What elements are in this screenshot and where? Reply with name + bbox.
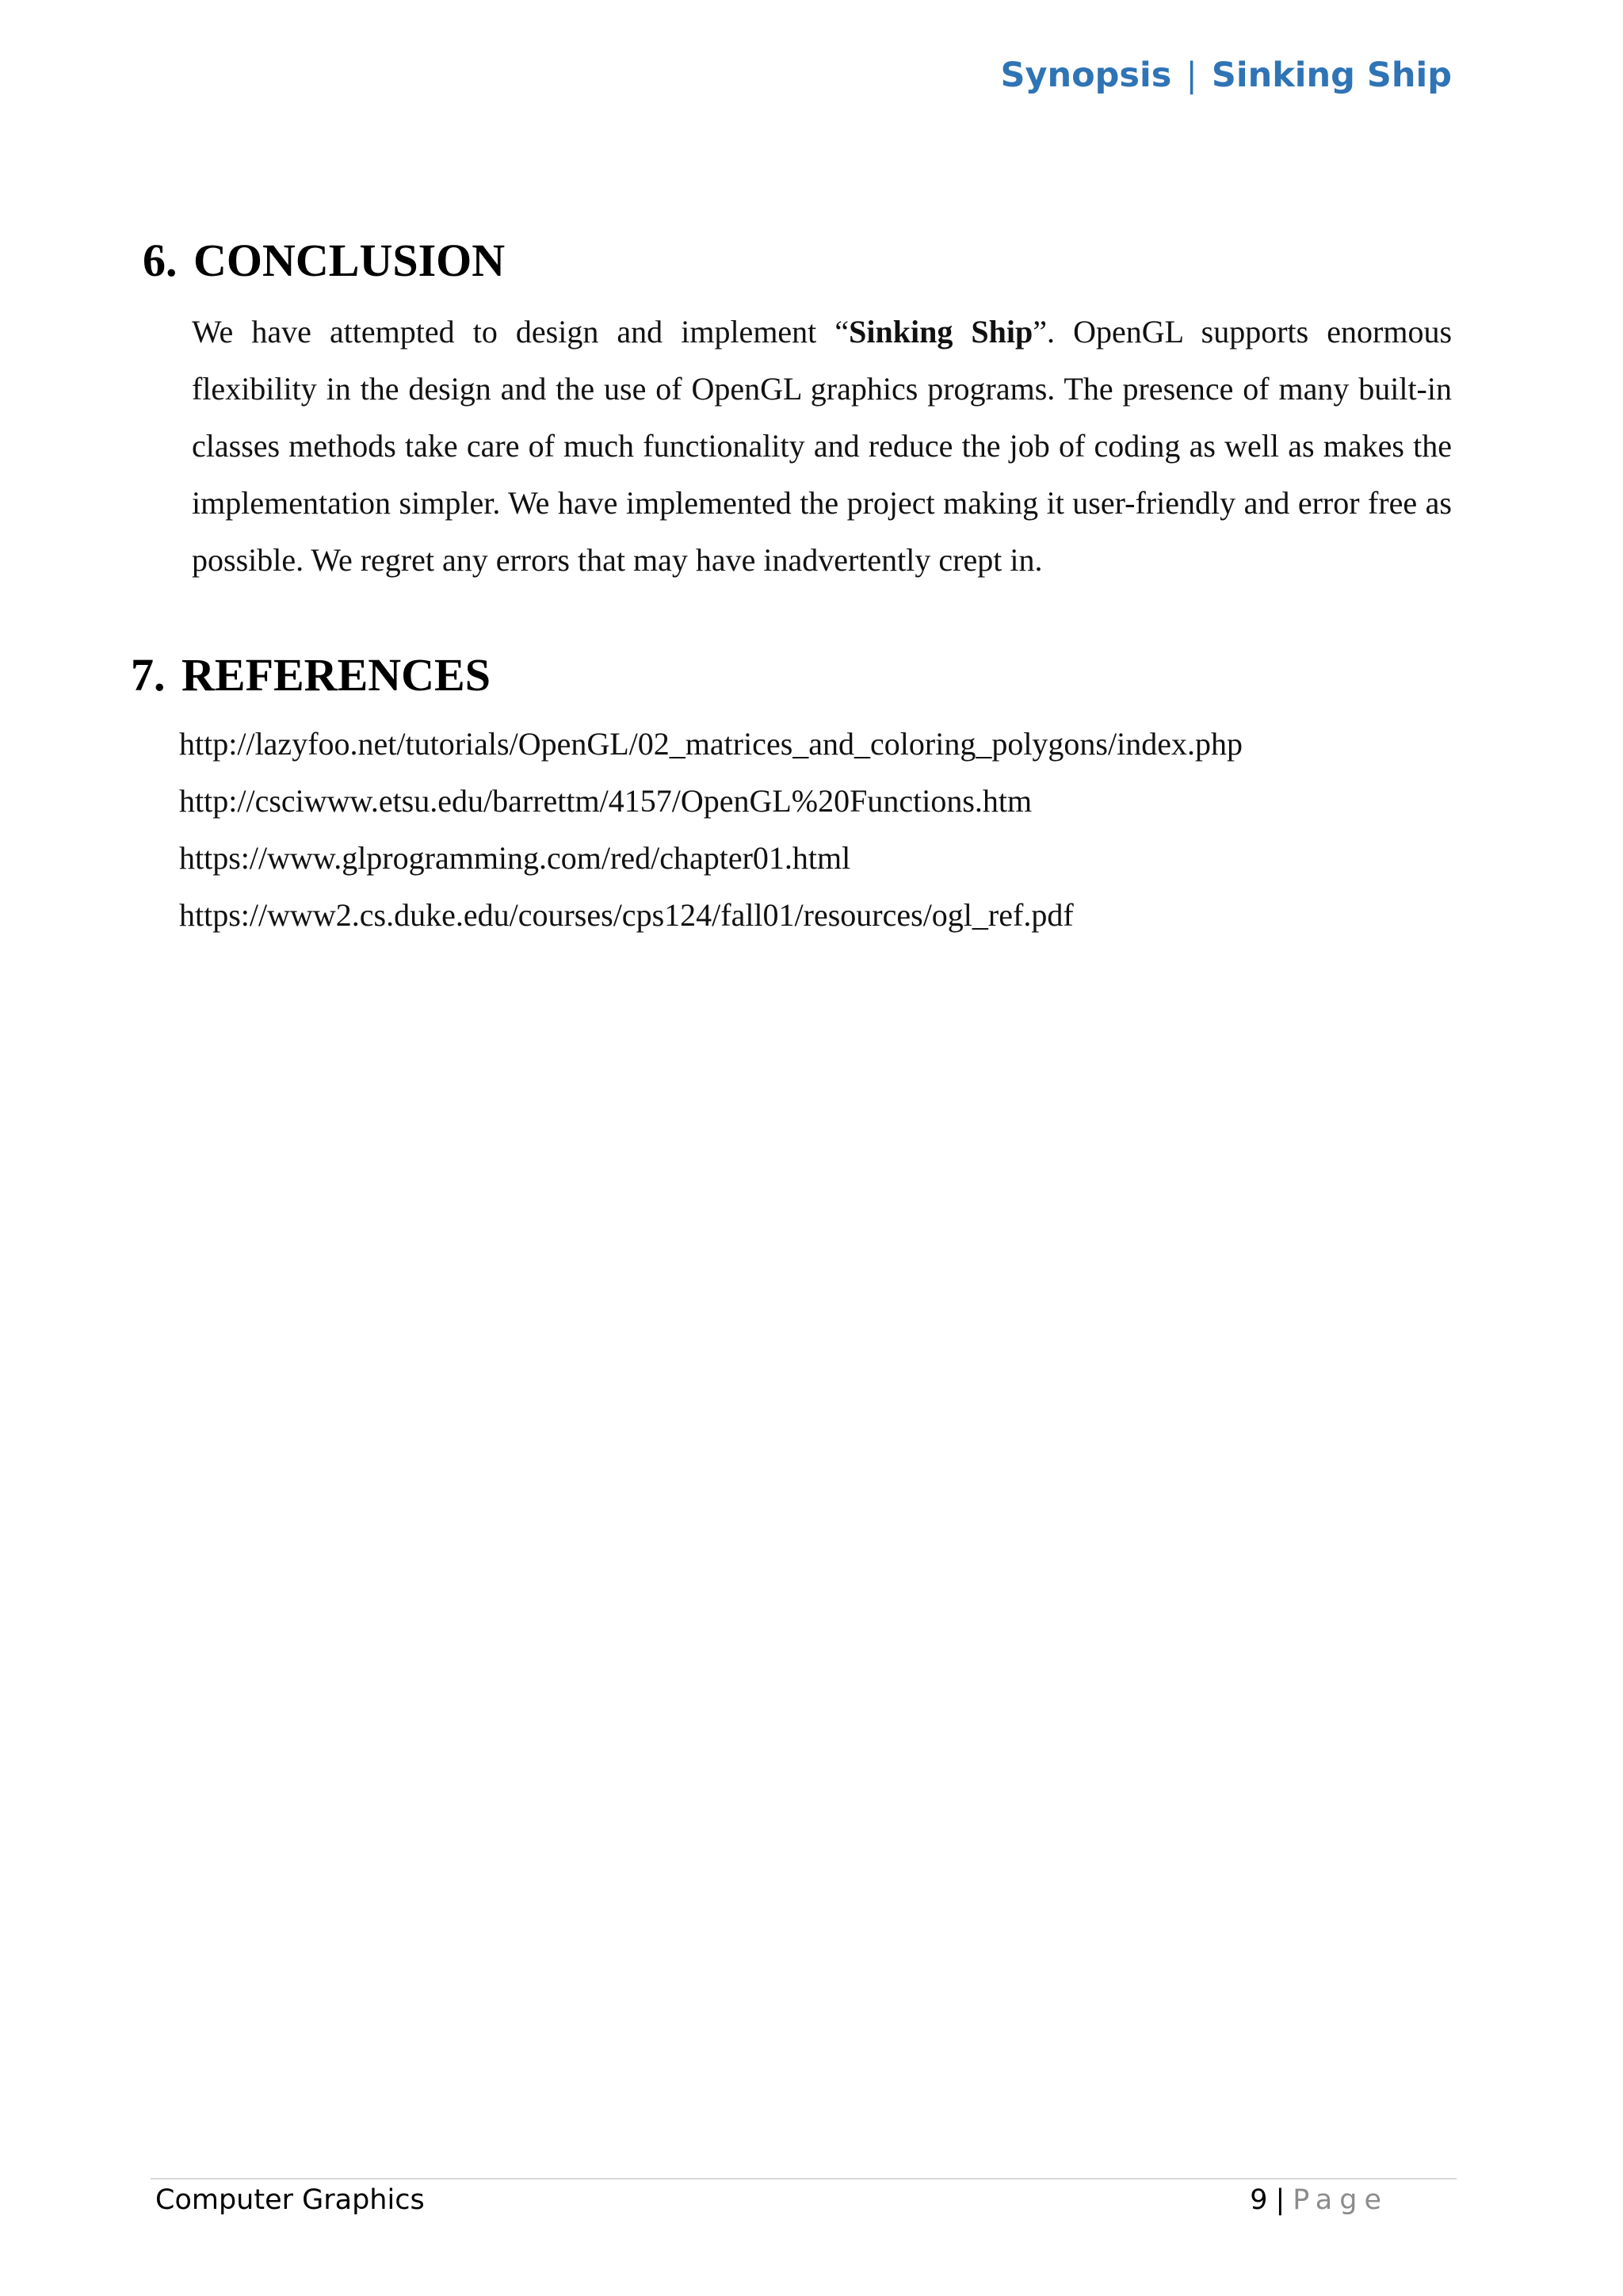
conclusion-text-start: We have attempted to design and implement “	[192, 314, 850, 350]
section-title: CONCLUSION	[193, 235, 506, 286]
section-heading-references	[131, 648, 491, 701]
header-separator: |	[1186, 55, 1197, 95]
footer-page-indicator	[1250, 2184, 1388, 2216]
section-number: 7.	[131, 649, 166, 701]
header-project-title: Sinking Ship	[1211, 55, 1452, 95]
project-name-bold: Sinking Ship	[849, 314, 1033, 350]
reference-item: http://lazyfoo.net/tutorials/OpenGL/02_matrices_and_coloring_polygons/index.php	[179, 726, 1243, 762]
section-title: REFERENCES	[181, 649, 491, 701]
header-doc-type: Synopsis	[1000, 55, 1172, 95]
section-heading-conclusion	[143, 234, 505, 287]
page-number: 9	[1250, 2184, 1268, 2216]
footer-divider	[151, 2178, 1457, 2179]
reference-item: http://csciwww.etsu.edu/barrettm/4157/OpenGL%20Functions.htm	[179, 783, 1033, 819]
running-header	[1001, 55, 1453, 95]
references-list	[179, 716, 1243, 944]
page-word: Page	[1293, 2184, 1388, 2216]
reference-item: https://www2.cs.duke.edu/courses/cps124/fall01/resources/ogl_ref.pdf	[179, 897, 1074, 933]
footer-course-name: Computer Graphics	[155, 2184, 425, 2216]
reference-item: https://www.glprogramming.com/red/chapter01.html	[179, 840, 851, 876]
footer-separator: |	[1275, 2184, 1285, 2216]
conclusion-paragraph	[192, 304, 1452, 589]
section-number: 6.	[143, 235, 178, 286]
conclusion-text-rest: ”. OpenGL supports enormous flexibility in the design and the use of OpenGL graphics programs. The presence of many built-in classes methods take care of much functionality and reduce the job of coding as well as makes the implementation simpler. We have implemented the project making it user-friendly and error free as possible. We regret any errors that may have inadvertently crept in.	[192, 314, 1453, 578]
